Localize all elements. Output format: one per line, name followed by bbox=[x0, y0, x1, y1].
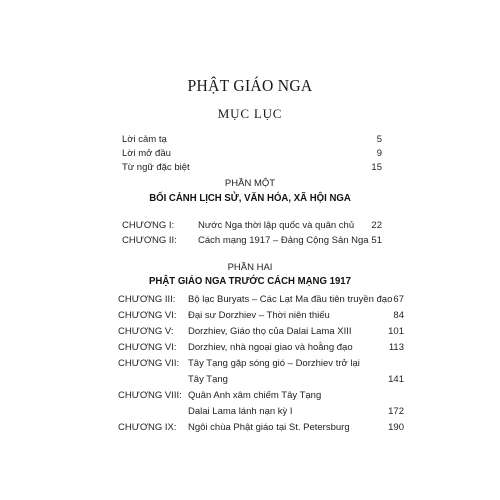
chapter-page: 141 bbox=[388, 374, 404, 385]
chapter-title: Dorzhiev, Giáo thọ của Dalai Lama XIII bbox=[188, 326, 352, 337]
chapter-title: Tây Tạng gặp sóng gió – Dorzhiev trở lại bbox=[188, 358, 360, 369]
book-title: PHẬT GIÁO NGA bbox=[187, 76, 313, 95]
chapter-label: CHƯƠNG VI: bbox=[118, 310, 177, 321]
chapter-title: Dorzhiev, nhà ngoại giao và hoằng đạo bbox=[188, 342, 353, 353]
toc-chapter-6 bbox=[118, 341, 404, 355]
toc-chapter-9 bbox=[118, 421, 404, 435]
part-two-label: PHẦN HAI bbox=[227, 262, 273, 273]
chapter-title: Ngôi chùa Phật giáo tại St. Petersburg bbox=[188, 422, 350, 433]
toc-entry-preface bbox=[122, 147, 382, 161]
chapter-label: CHƯƠNG III: bbox=[118, 294, 176, 305]
chapter-title: Cách mạng 1917 – Đảng Cộng Sản Nga bbox=[198, 235, 369, 246]
entry-page: 15 bbox=[371, 162, 382, 173]
chapter-label: CHƯƠNG I: bbox=[122, 220, 175, 231]
toc-chapter-2 bbox=[122, 234, 382, 248]
toc-chapter-8 bbox=[118, 389, 404, 403]
chapter-page: 101 bbox=[388, 326, 404, 337]
toc-chapter-4 bbox=[118, 309, 404, 323]
chapter-label: CHƯƠNG IX: bbox=[118, 422, 177, 433]
chapter-label: CHƯƠNG V: bbox=[118, 326, 174, 337]
chapter-page: 84 bbox=[393, 310, 404, 321]
entry-title: Lời mở đầu bbox=[122, 148, 171, 159]
chapter-label: CHƯƠNG II: bbox=[122, 235, 177, 246]
toc-chapter-5 bbox=[118, 325, 404, 339]
chapter-title-cont: Dalai Lama lánh nạn kỳ I bbox=[188, 406, 293, 417]
toc-chapter-1 bbox=[122, 219, 382, 233]
chapter-page: 190 bbox=[388, 422, 404, 433]
toc-chapter-7-cont bbox=[118, 373, 404, 387]
chapter-title: Đại sư Dorzhiev – Thời niên thiếu bbox=[188, 310, 330, 321]
entry-title: Từ ngữ đặc biệt bbox=[122, 162, 190, 173]
entry-page: 9 bbox=[376, 148, 382, 159]
chapter-page: 172 bbox=[388, 406, 404, 417]
chapter-title-cont: Tây Tạng bbox=[188, 374, 228, 385]
toc-entry-acknowledgements bbox=[122, 133, 382, 147]
chapter-title: Bộ lạc Buryats – Các Lạt Ma đầu tiên truyền đạo bbox=[188, 294, 393, 305]
chapter-page: 51 bbox=[371, 235, 382, 246]
entry-title: Lời cảm tạ bbox=[122, 134, 167, 145]
toc-chapter-7 bbox=[118, 357, 404, 371]
part-one-label: PHẦN MỘT bbox=[224, 178, 276, 189]
chapter-label: CHƯƠNG VIII: bbox=[118, 390, 182, 401]
chapter-page: 22 bbox=[371, 220, 382, 231]
toc-chapter-8-cont bbox=[118, 405, 404, 419]
chapter-title: Nước Nga thời lập quốc và quân chủ bbox=[198, 220, 355, 231]
part-two-title: PHẬT GIÁO NGA TRƯỚC CÁCH MẠNG 1917 bbox=[149, 276, 351, 287]
chapter-title: Quân Anh xâm chiếm Tây Tạng bbox=[188, 390, 322, 401]
chapter-label: CHƯƠNG VII: bbox=[118, 358, 180, 369]
entry-page: 5 bbox=[376, 134, 382, 145]
chapter-label: CHƯƠNG VI: bbox=[118, 342, 177, 353]
chapter-page: 67 bbox=[393, 294, 404, 305]
toc-heading: MỤC LỤC bbox=[217, 106, 283, 121]
chapter-page: 113 bbox=[388, 342, 404, 353]
toc-chapter-3 bbox=[118, 293, 404, 307]
part-one-title: BỐI CẢNH LỊCH SỬ, VĂN HÓA, XÃ HỘI NGA bbox=[149, 193, 351, 204]
toc-entry-glossary bbox=[122, 161, 382, 175]
